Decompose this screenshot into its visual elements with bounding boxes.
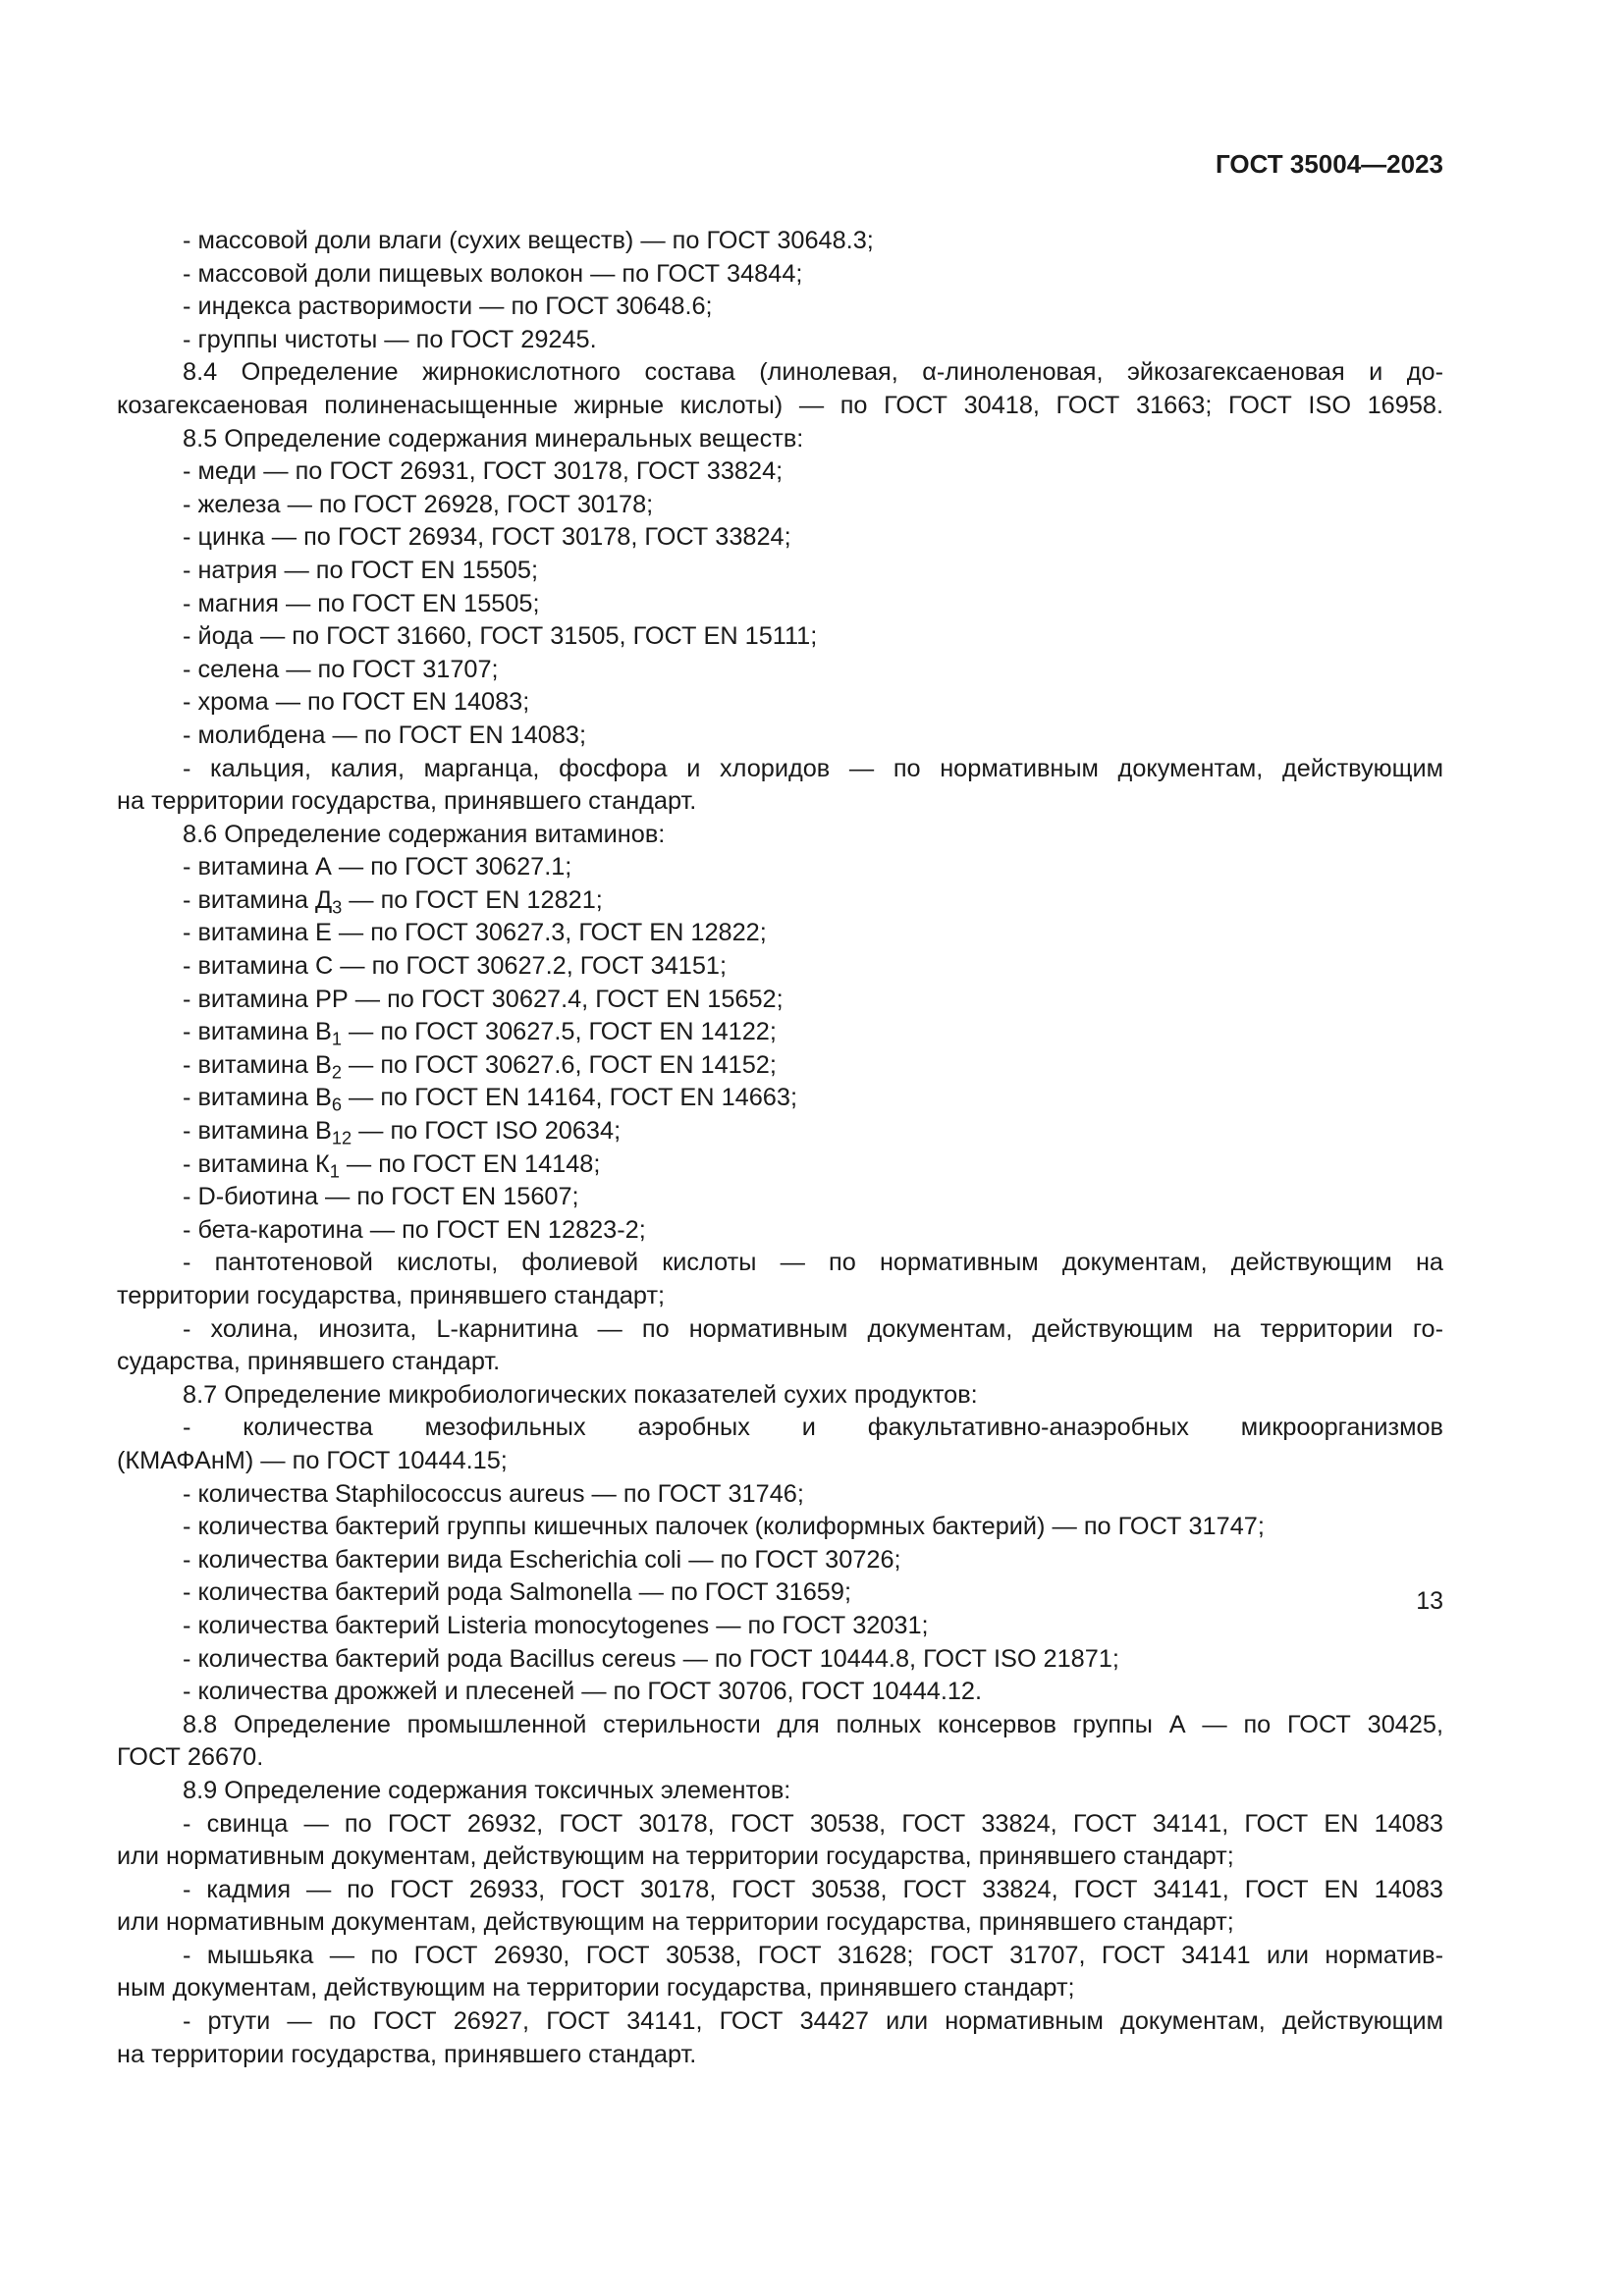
list-item: - натрия — по ГОСТ EN 15505; xyxy=(183,556,538,584)
list-item: - витамина А — по ГОСТ 30627.1; xyxy=(183,853,572,881)
list-item: - хрома — по ГОСТ EN 14083; xyxy=(183,688,530,717)
section-8-5-heading: 8.5 Определение содержания минеральных веществ: xyxy=(183,424,804,453)
list-item-continuation: на территории государства, принявшего стандарт. xyxy=(117,787,697,816)
document-code: ГОСТ 35004—2023 xyxy=(1216,149,1443,179)
list-item: - массовой доли влаги (сухих веществ) — по ГОСТ 30648.3; xyxy=(183,227,874,254)
list-item: - витамина Е — по ГОСТ 30627.3, ГОСТ EN 12822; xyxy=(183,919,767,947)
list-item: - количества мезофильных аэробных и факультативно-анаэробных микроорганизмов xyxy=(183,1414,1443,1442)
section-8-9-heading: 8.9 Определение содержания токсичных элементов: xyxy=(183,1776,791,1804)
list-item: - железа — по ГОСТ 26928, ГОСТ 30178; xyxy=(183,490,654,518)
section-8-7-heading: 8.7 Определение микробиологических показателей сухих продуктов: xyxy=(183,1380,978,1409)
list-item-continuation: на территории государства, принявшего стандарт. xyxy=(117,2040,697,2068)
list-item: - цинка — по ГОСТ 26934, ГОСТ 30178, ГОСТ 33824; xyxy=(183,523,791,552)
list-item: - количества Staphilococcus aureus — по ГОСТ 31746; xyxy=(183,1479,804,1508)
section-8-6-heading: 8.6 Определение содержания витаминов: xyxy=(183,820,666,848)
list-item: - пантотеновой кислоты, фолиевой кислоты — по нормативным документам, действующим на xyxy=(183,1249,1443,1277)
list-item: - витамина $Д_3$ — по ГОСТ EN 12821; xyxy=(183,885,603,918)
section-8-8-line: ГОСТ 26670. xyxy=(117,1743,264,1772)
list-item-continuation: ным документам, действующим на территории государства, принявшего стандарт; xyxy=(117,1974,1075,2002)
list-item: - витамина $В_2$ — по ГОСТ 30627.6, ГОСТ EN 14152; xyxy=(183,1050,777,1083)
list-item: - свинца — по ГОСТ 26932, ГОСТ 30178, ГОСТ 30538, ГОСТ 33824, ГОСТ 34141, ГОСТ EN 14083 xyxy=(183,1809,1443,1838)
page-number: 13 xyxy=(1416,1587,1443,1615)
list-item: - селена — по ГОСТ 31707; xyxy=(183,655,499,683)
list-item: - массовой доли пищевых волокон — по ГОСТ 34844; xyxy=(183,259,803,288)
list-item: - группы чистоты — по ГОСТ 29245. xyxy=(183,325,597,353)
list-item: - витамина РР — по ГОСТ 30627.4, ГОСТ EN 15652; xyxy=(183,985,784,1013)
list-item: - бета-каротина — по ГОСТ EN 12823-2; xyxy=(183,1215,646,1244)
list-item: - йода — по ГОСТ 31660, ГОСТ 31505, ГОСТ EN 15111; xyxy=(183,622,818,651)
list-item: - мышьяка — по ГОСТ 26930, ГОСТ 30538, ГОСТ 31628; ГОСТ 31707, ГОСТ 34141 или норматив- xyxy=(183,1941,1443,1969)
section-8-4-line: 8.4 Определение жирнокислотного состава (линолевая, α-линоленовая, эйкозагексаеновая и до- xyxy=(183,358,1443,387)
list-item-continuation: территории государства, принявшего стандарт; xyxy=(117,1282,666,1309)
list-item: - количества бактерии вида Escherichia coli — по ГОСТ 30726; xyxy=(183,1545,901,1574)
list-item: - количества бактерий группы кишечных палочек (колиформных бактерий) — по ГОСТ 31747; xyxy=(183,1513,1265,1541)
list-item-continuation: или нормативным документам, действующим на территории государства, принявшего стандарт; xyxy=(117,1842,1234,1871)
list-item: - кальция, калия, марганца, фосфора и хлоридов — по нормативным документам, действующим xyxy=(183,754,1443,782)
list-item: - количества бактерий рода Salmonella — по ГОСТ 31659; xyxy=(183,1578,851,1607)
list-item: - количества бактерий рода Bacillus cereus — по ГОСТ 10444.8, ГОСТ ISO 21871; xyxy=(183,1644,1119,1673)
list-item: - витамина С — по ГОСТ 30627.2, ГОСТ 34151; xyxy=(183,952,727,981)
list-item: - витамина $В_{12}$ — по ГОСТ ISO 20634; xyxy=(183,1117,622,1148)
list-item: - количества дрожжей и плесеней — по ГОСТ 30706, ГОСТ 10444.12. xyxy=(183,1678,983,1706)
list-item: - индекса растворимости — по ГОСТ 30648.6; xyxy=(183,293,713,321)
section-8-8-line: 8.8 Определение промышленной стерильности для полных консервов группы А — по ГОСТ 30425, xyxy=(183,1710,1443,1738)
list-item: - витамина $В_6$ — по ГОСТ EN 14164, ГОСТ EN 14663; xyxy=(183,1084,797,1115)
list-item: - магния — по ГОСТ EN 15505; xyxy=(183,589,540,617)
list-item: - кадмия — по ГОСТ 26933, ГОСТ 30178, ГОСТ 30538, ГОСТ 33824, ГОСТ 34141, ГОСТ EN 14083 xyxy=(183,1875,1443,1903)
list-item-continuation: сударства, принявшего стандарт. xyxy=(117,1348,501,1376)
list-item: - витамина $В_1$ — по ГОСТ 30627.5, ГОСТ EN 14122; xyxy=(183,1018,777,1049)
section-8-4-line: козагексаеновая полиненасыщенные жирные кислоты) — по ГОСТ 30418, ГОСТ 31663; ГОСТ ISO 16958. xyxy=(117,391,1443,419)
list-item: - молибдена — по ГОСТ EN 14083; xyxy=(183,721,587,749)
list-item-continuation: (КМАФАнМ) — по ГОСТ 10444.15; xyxy=(117,1446,508,1474)
list-item-continuation: или нормативным документам, действующим на территории государства, принявшего стандарт; xyxy=(117,1908,1234,1937)
list-item: - ртути — по ГОСТ 26927, ГОСТ 34141, ГОСТ 34427 или нормативным документам, действующим xyxy=(183,2007,1443,2036)
list-item: - количества бактерий Listeria monocytogenes — по ГОСТ 32031; xyxy=(183,1611,929,1639)
list-item: - витамина $К_1$ — по ГОСТ EN 14148; xyxy=(183,1149,601,1182)
list-item: - D-биотина — по ГОСТ EN 15607; xyxy=(183,1183,579,1211)
list-item: - меди — по ГОСТ 26931, ГОСТ 30178, ГОСТ 33824; xyxy=(183,457,784,486)
list-item: - холина, инозита, L-карнитина — по нормативным документам, действующим на территории го- xyxy=(183,1314,1443,1343)
document-body xyxy=(117,225,1443,2071)
